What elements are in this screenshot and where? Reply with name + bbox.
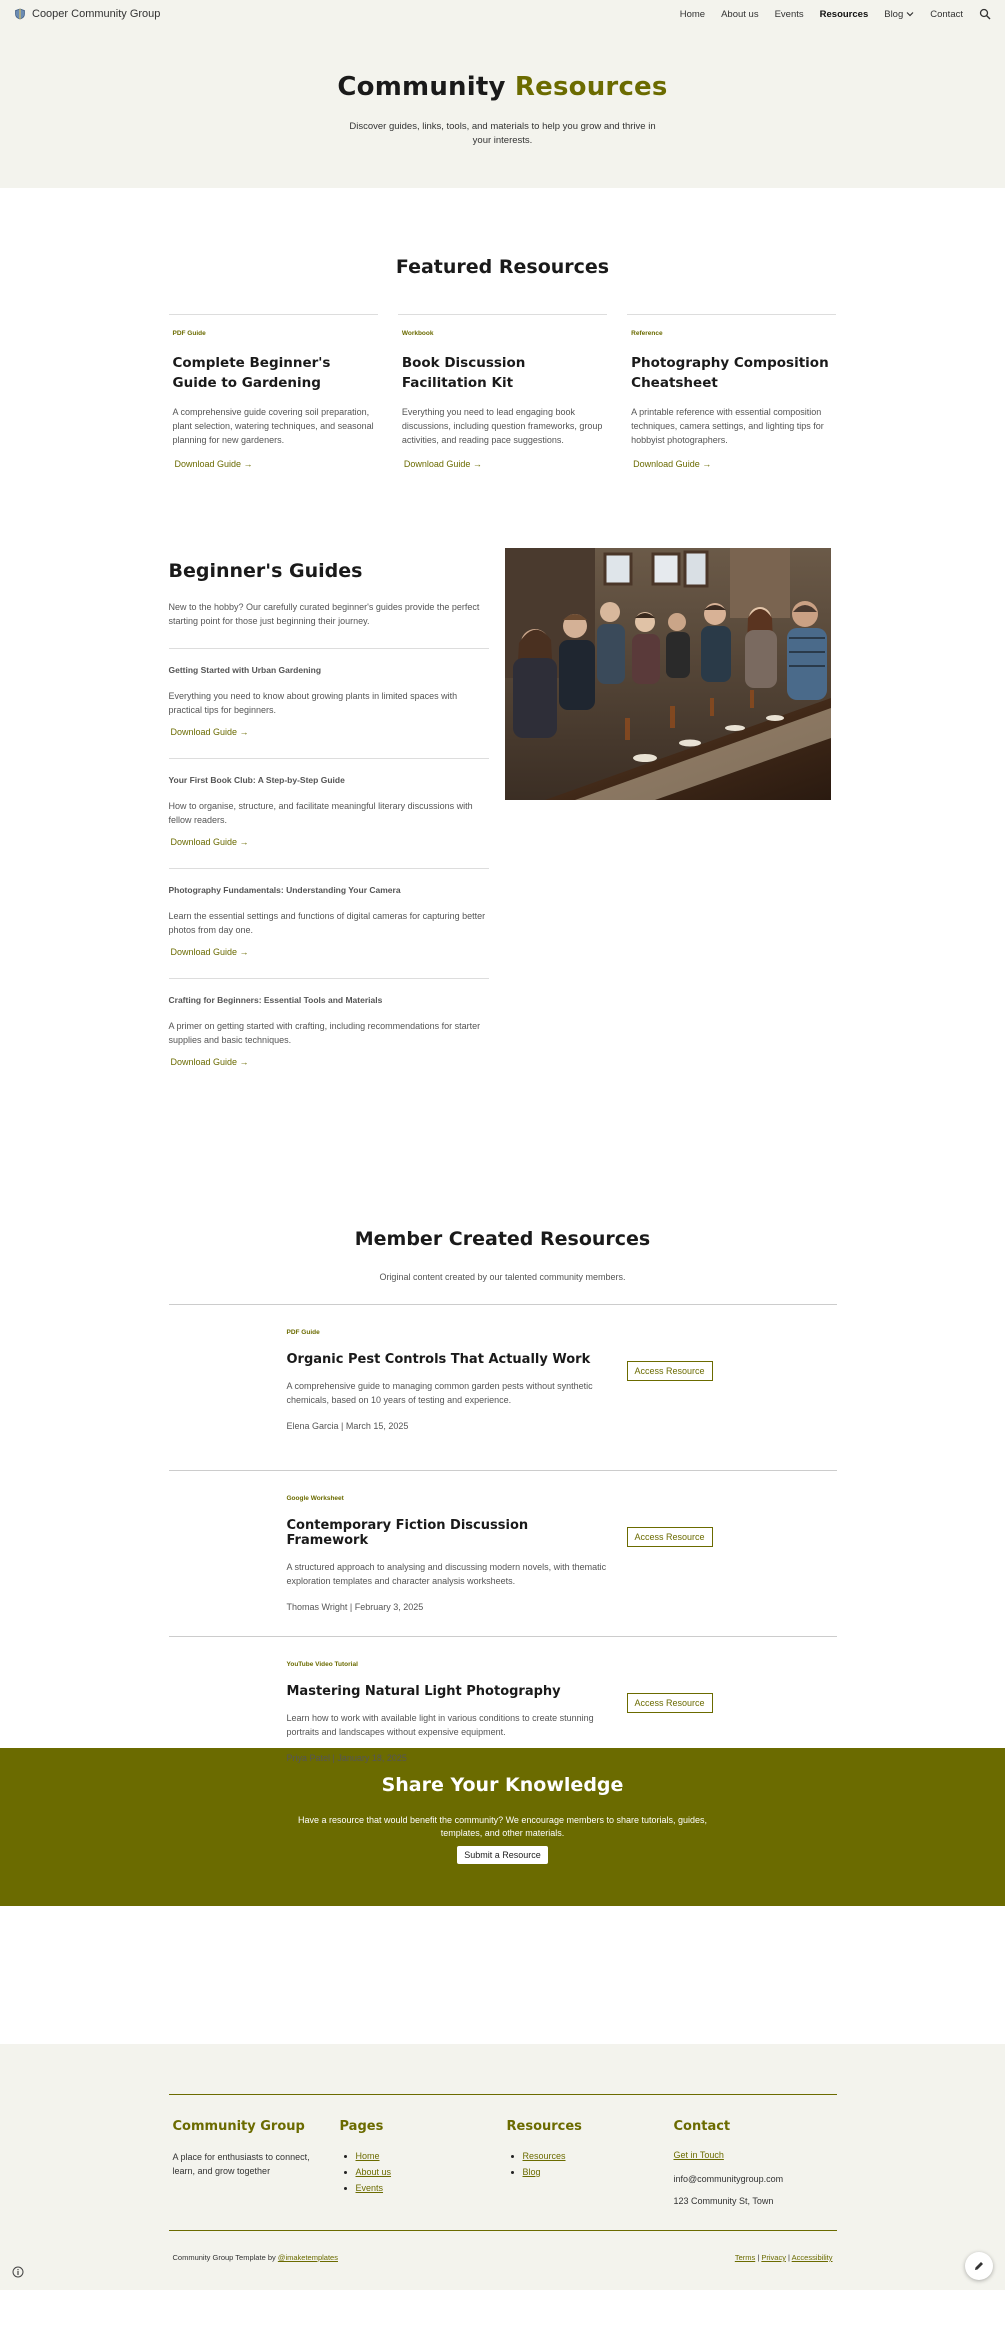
resource-card [627, 314, 836, 472]
resource-meta: Elena Garcia | March 15, 2025 [286, 1421, 409, 1431]
list-item [356, 2180, 503, 2196]
member-section [0, 1148, 1005, 1763]
guide-title: Photography Fundamentals: Understanding Your Camera [168, 885, 401, 895]
page-title-accent: Resources [514, 72, 668, 102]
footer-about-text: A place for enthusiasts to connect, learn, and grow together [172, 2152, 310, 2176]
list-item [356, 2148, 503, 2164]
download-guide-link[interactable]: Download Guide → [170, 1057, 249, 1067]
footer-pages-title: Pages [339, 2119, 384, 2134]
resource-desc: A comprehensive guide covering soil preparation, plant selection, watering techniques, and seasonal planning for new gardeners. [172, 407, 374, 445]
resource-meta: Priya Patel | January 18, 2025 [286, 1753, 407, 1763]
beginner-intro: New to the hobby? Our carefully curated beginner's guides provide the perfect starting point for those just beginning their journey. [169, 600, 489, 649]
brand[interactable] [14, 8, 160, 20]
hero [0, 28, 1005, 188]
resource-title: Book Discussion Facilitation Kit [401, 355, 526, 391]
beginner-title: Beginner's Guides [168, 560, 363, 582]
resource-tag: Google Worksheet [286, 1495, 344, 1502]
member-resource [169, 1470, 837, 1636]
resource-title: Mastering Natural Light Photography [286, 1684, 561, 1699]
access-resource-button[interactable]: Access Resource [627, 1361, 713, 1381]
download-guide-link[interactable]: Download Guide → [174, 459, 253, 469]
download-guide-link[interactable]: Download Guide → [170, 837, 249, 847]
resource-desc: Learn how to work with available light in various conditions to create stunning portraits and landscapes without expensive equipment. [286, 1713, 594, 1737]
group-dinner-illustration [505, 548, 831, 800]
footer-columns [169, 2094, 837, 2206]
resource-tag: YouTube Video Tutorial [286, 1661, 358, 1668]
featured-cards [169, 314, 837, 472]
share-title: Share Your Knowledge [381, 1774, 624, 1796]
guide-desc: A primer on getting started with crafting, including recommendations for starter supplies and basic techniques. [168, 1021, 481, 1045]
nav-home[interactable]: Home [679, 8, 706, 20]
page-title-main: Community [337, 72, 506, 102]
footer-contact-title: Contact [673, 2119, 731, 2134]
footer-credit [173, 2253, 338, 2262]
resource-title: Complete Beginner's Guide to Gardening [172, 355, 331, 391]
footer-link-blog[interactable]: Blog [522, 2167, 541, 2177]
guide-title: Crafting for Beginners: Essential Tools and Materials [168, 995, 383, 1005]
resource-card [398, 314, 607, 472]
footer-link-events[interactable]: Events [355, 2183, 384, 2193]
footer-resources [503, 2119, 670, 2206]
site-header [0, 0, 1005, 28]
resource-title: Contemporary Fiction Discussion Framework [286, 1518, 529, 1548]
search-icon[interactable] [979, 8, 991, 20]
download-guide-link[interactable]: Download Guide → [170, 947, 249, 957]
guide-item [169, 759, 489, 869]
submit-resource-button[interactable]: Submit a Resource [457, 1846, 548, 1864]
nav-resources[interactable]: Resources [819, 8, 869, 20]
guide-title: Your First Book Club: A Step-by-Step Guide [168, 775, 345, 785]
resource-tag: Reference [631, 330, 663, 337]
resource-title: Organic Pest Controls That Actually Work [286, 1352, 591, 1367]
footer-about [169, 2119, 336, 2206]
download-guide-link[interactable]: Download Guide → [170, 727, 249, 737]
group-dinner-photo [505, 548, 831, 800]
download-guide-link[interactable]: Download Guide → [403, 459, 482, 469]
guide-desc: How to organise, structure, and facilitate meaningful literary discussions with fellow readers. [168, 801, 473, 825]
footer-link-home[interactable]: Home [355, 2151, 380, 2161]
member-title: Member Created Resources [354, 1228, 651, 1250]
resource-desc: A structured approach to analysing and discussing modern novels, with thematic exploration templates and character analysis worksheets. [286, 1562, 607, 1586]
footer-resources-list [503, 2148, 670, 2180]
main-nav [680, 8, 991, 20]
brand-name: Cooper Community Group [32, 8, 161, 20]
member-resource-body [287, 1495, 607, 1636]
featured-section [0, 188, 1005, 548]
resource-meta: Thomas Wright | February 3, 2025 [286, 1602, 424, 1612]
page-title [0, 72, 1005, 102]
beginner-content [169, 548, 489, 1148]
legal-links: Terms | Privacy | Accessibility [734, 2253, 833, 2262]
resource-desc: A comprehensive guide to managing common garden pests without synthetic chemicals, based on 10 years of testing and experience. [286, 1381, 593, 1405]
resource-title: Photography Composition Cheatsheet [631, 355, 829, 391]
guide-desc: Everything you need to know about growing plants in limited spaces with practical tips for beginners. [168, 691, 458, 715]
footer-about-title: Community Group [172, 2119, 305, 2134]
nav-events[interactable]: Events [774, 8, 804, 20]
member-list [169, 1304, 837, 1802]
access-resource-button[interactable]: Access Resource [627, 1527, 713, 1547]
spacer [0, 1906, 1005, 2044]
accessibility-link[interactable]: Accessibility [791, 2253, 833, 2262]
footer-pages [336, 2119, 503, 2206]
footer-link-about[interactable]: About us [355, 2167, 392, 2177]
footer-resources-title: Resources [506, 2119, 582, 2134]
guide-desc: Learn the essential settings and functions of digital cameras for capturing better photos from day one. [168, 911, 486, 935]
resource-desc: A printable reference with essential composition techniques, camera settings, and lighting tips for hobbyist photographers. [631, 407, 824, 445]
guide-item [169, 649, 489, 759]
beginner-section [169, 548, 837, 1148]
get-in-touch-link[interactable]: Get in Touch [673, 2150, 724, 2160]
nav-contact[interactable]: Contact [930, 8, 963, 20]
pencil-icon [973, 2260, 985, 2272]
member-resource-body [287, 1329, 607, 1470]
guide-item [169, 869, 489, 979]
terms-link[interactable]: Terms [734, 2253, 756, 2262]
site-footer [0, 2044, 1005, 2290]
chevron-down-icon [906, 10, 914, 18]
list-item [523, 2164, 670, 2180]
footer-link-resources[interactable]: Resources [522, 2151, 566, 2161]
member-subtitle: Original content created by our talented community members. [379, 1272, 626, 1282]
credit-link[interactable]: @imaketemplates [277, 2253, 338, 2262]
guide-title: Getting Started with Urban Gardening [168, 665, 322, 675]
nav-about[interactable]: About us [721, 8, 759, 20]
download-guide-link[interactable]: Download Guide → [633, 459, 712, 469]
edit-button[interactable] [965, 2252, 993, 2280]
info-icon[interactable] [12, 2266, 24, 2278]
hero-subtitle: Discover guides, links, tools, and materials to help you grow and thrive in your interests. [349, 121, 656, 146]
footer-pages-list [336, 2148, 503, 2196]
access-resource-button[interactable]: Access Resource [627, 1693, 713, 1713]
resource-desc: Everything you need to lead engaging book discussions, including question frameworks, group activities, and reading pace suggestions. [401, 407, 603, 445]
footer-contact [670, 2119, 837, 2206]
list-item [356, 2164, 503, 2180]
featured-title: Featured Resources [395, 256, 610, 278]
resource-tag: PDF Guide [172, 330, 206, 337]
nav-blog-label: Blog [884, 8, 904, 20]
nav-blog[interactable] [884, 9, 914, 20]
resource-card [169, 314, 378, 472]
contact-email: info@communitygroup.com [673, 2174, 784, 2184]
footer-bottom [169, 2230, 837, 2262]
shield-logo-icon [14, 8, 26, 20]
resource-tag: PDF Guide [286, 1329, 320, 1336]
member-resource [169, 1304, 837, 1470]
contact-address: 123 Community St, Town [673, 2196, 774, 2206]
list-item [523, 2148, 670, 2164]
share-text: Have a resource that would benefit the community? We encourage members to share tutorials, guides, templates, and other materials. [297, 1815, 708, 1838]
credit-prefix: Community Group Template by [172, 2253, 276, 2262]
resource-tag: Workbook [401, 330, 434, 337]
privacy-link[interactable]: Privacy [761, 2253, 786, 2262]
guide-item [169, 979, 489, 1088]
